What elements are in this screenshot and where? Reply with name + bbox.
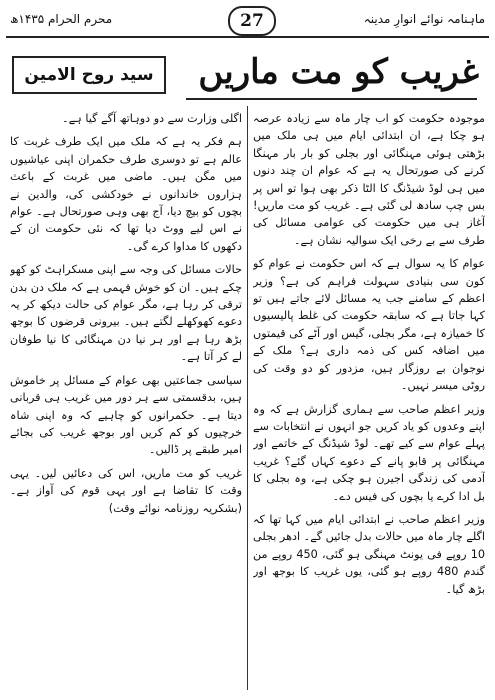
left-column <box>10 110 242 690</box>
paragraph: عوام کا یہ سوال ہے کہ اس حکومت نے عوام کو کون سی بنیادی سہولت فراہم کی ہے؟ وزیر اعظم کے سامنے جب یہ مسائل لائے جاتے ہیں تو کہا جاتا ہے کہ سابقہ حکومت کی غلط پالیسیوں کا خمیازہ ہے، مگر بجلی، گیس اور آٹے کی قیمتوں میں اضافہ کس کی ذمہ داری ہے؟ ملک کے نوجوان بے روزگار ہیں، مزدور کو دو وقت کی روٹی میسر نہیں۔ <box>253 257 485 393</box>
paragraph: وزیر اعظم صاحب سے ہماری گزارش ہے کہ وہ اپنے وعدوں کو یاد کریں جو انہوں نے انتخابات سے پہلے عوام سے کیے تھے۔ لوڈ شیڈنگ کے خاتمے اور مہنگائی پر قابو پانے کے دعوے کہاں گئے؟ غریب آدمی کی زندگی اجیرن ہو چکی ہے، وہ بجلی کا بل ادا کرے یا بچوں کی فیس دے۔ <box>253 402 485 503</box>
author-box <box>12 56 166 94</box>
title-divider <box>186 98 477 100</box>
paragraph: اگلی وزارت سے دو دوہاتھ آگے گیا ہے۔ <box>62 112 242 125</box>
paragraph: سیاسی جماعتیں بھی عوام کے مسائل پر خاموش ہیں، بدقسمتی سے ہر دور میں غریب ہی قربانی دیتا ہے۔ حکمرانوں کو چاہیے کہ وہ اپنی شاہ خرچیوں کو کم کریں اور بوجھ غریب کی بجائے امیر طبقے پر ڈالیں۔ <box>10 373 242 457</box>
magazine-title: ماہنامہ نوائے انوارِ مدینہ <box>363 12 485 26</box>
page-header <box>6 6 489 38</box>
paragraph: ہم فکر یہ ہے کہ ملک میں ایک طرف غربت کا عالم ہے تو دوسری طرف حکمران اپنی عیاشیوں میں مگن ہیں۔ ماضی میں غربت کے باعث ہزاروں خاندانوں نے خودکشی کی، والدین نے بچوں کو بیچ دیا، آج بھی وہی صورتحال ہے۔ عوام نے اس لیے ووٹ دیا تھا کہ نئی حکومت ان کے دکھوں کا مداوا کرے گی۔ <box>10 135 242 253</box>
page-number-badge <box>228 6 276 36</box>
paragraph: موجودہ حکومت کو اب چار ماہ سے زیادہ عرصہ ہو چکا ہے، ان ابتدائی ایام میں ہی ملک میں بڑھتی ہوئی مہنگائی اور بجلی کو بار بار مہنگا کرنے کی صورتحال یہ ہے کہ عوام ان چند دنوں میں ہی لوڈ شیڈنگ کا الٹا ذکر بھی ہوا تو اس پر بس چپ سادھ لی گئی ہے۔ غریب کو مت ماریں! آغاز ہی میں حکومت کی عوامی مسائل کی طرف سے بے رخی ایک سوالیہ نشان ہے۔ <box>253 112 485 247</box>
article-title: غریب کو مت ماریں <box>198 52 479 92</box>
paragraph: وزیر اعظم صاحب نے ابتدائی ایام میں کہا تھا کہ اگلے چار ماہ میں حالات بدل جائیں گے۔ ادھر بجلی 10 روپے فی یونٹ مہنگی ہو گئی، 450 روپے من گندم 480 روپے ہو گئی، یوں غریب کا بوجھ اور بڑھ گیا۔ <box>253 512 485 596</box>
issue-date: محرم الحرام ۱۴۳۵ھ <box>10 12 113 26</box>
right-column <box>253 110 485 690</box>
paragraph: غریب کو مت ماریں، اس کی دعائیں لیں۔ یہی وقت کا تقاضا ہے اور یہی قوم کی آواز ہے۔ (بشکریہ روزنامہ نوائے وقت) <box>10 466 242 515</box>
page-number: 27 <box>240 11 264 31</box>
author-name: سید روح الامین <box>24 65 154 85</box>
paragraph: حالات مسائل کی وجہ سے اپنی مسکراہٹ کو کھو چکے ہیں۔ ان کو خوش فہمی ہے کہ ملک دن بدن ترقی کر رہا ہے، مگر عوام کی حالت دیکھ کر یہ دعوے کھوکھلے لگتے ہیں۔ بیرونی قرضوں کا بوجھ بڑھ رہا ہے اور ہر نیا دن مہنگائی کا نیا طوفان لے کر آتا ہے۔ <box>10 263 242 364</box>
column-divider <box>247 106 248 690</box>
magazine-page <box>6 6 489 694</box>
